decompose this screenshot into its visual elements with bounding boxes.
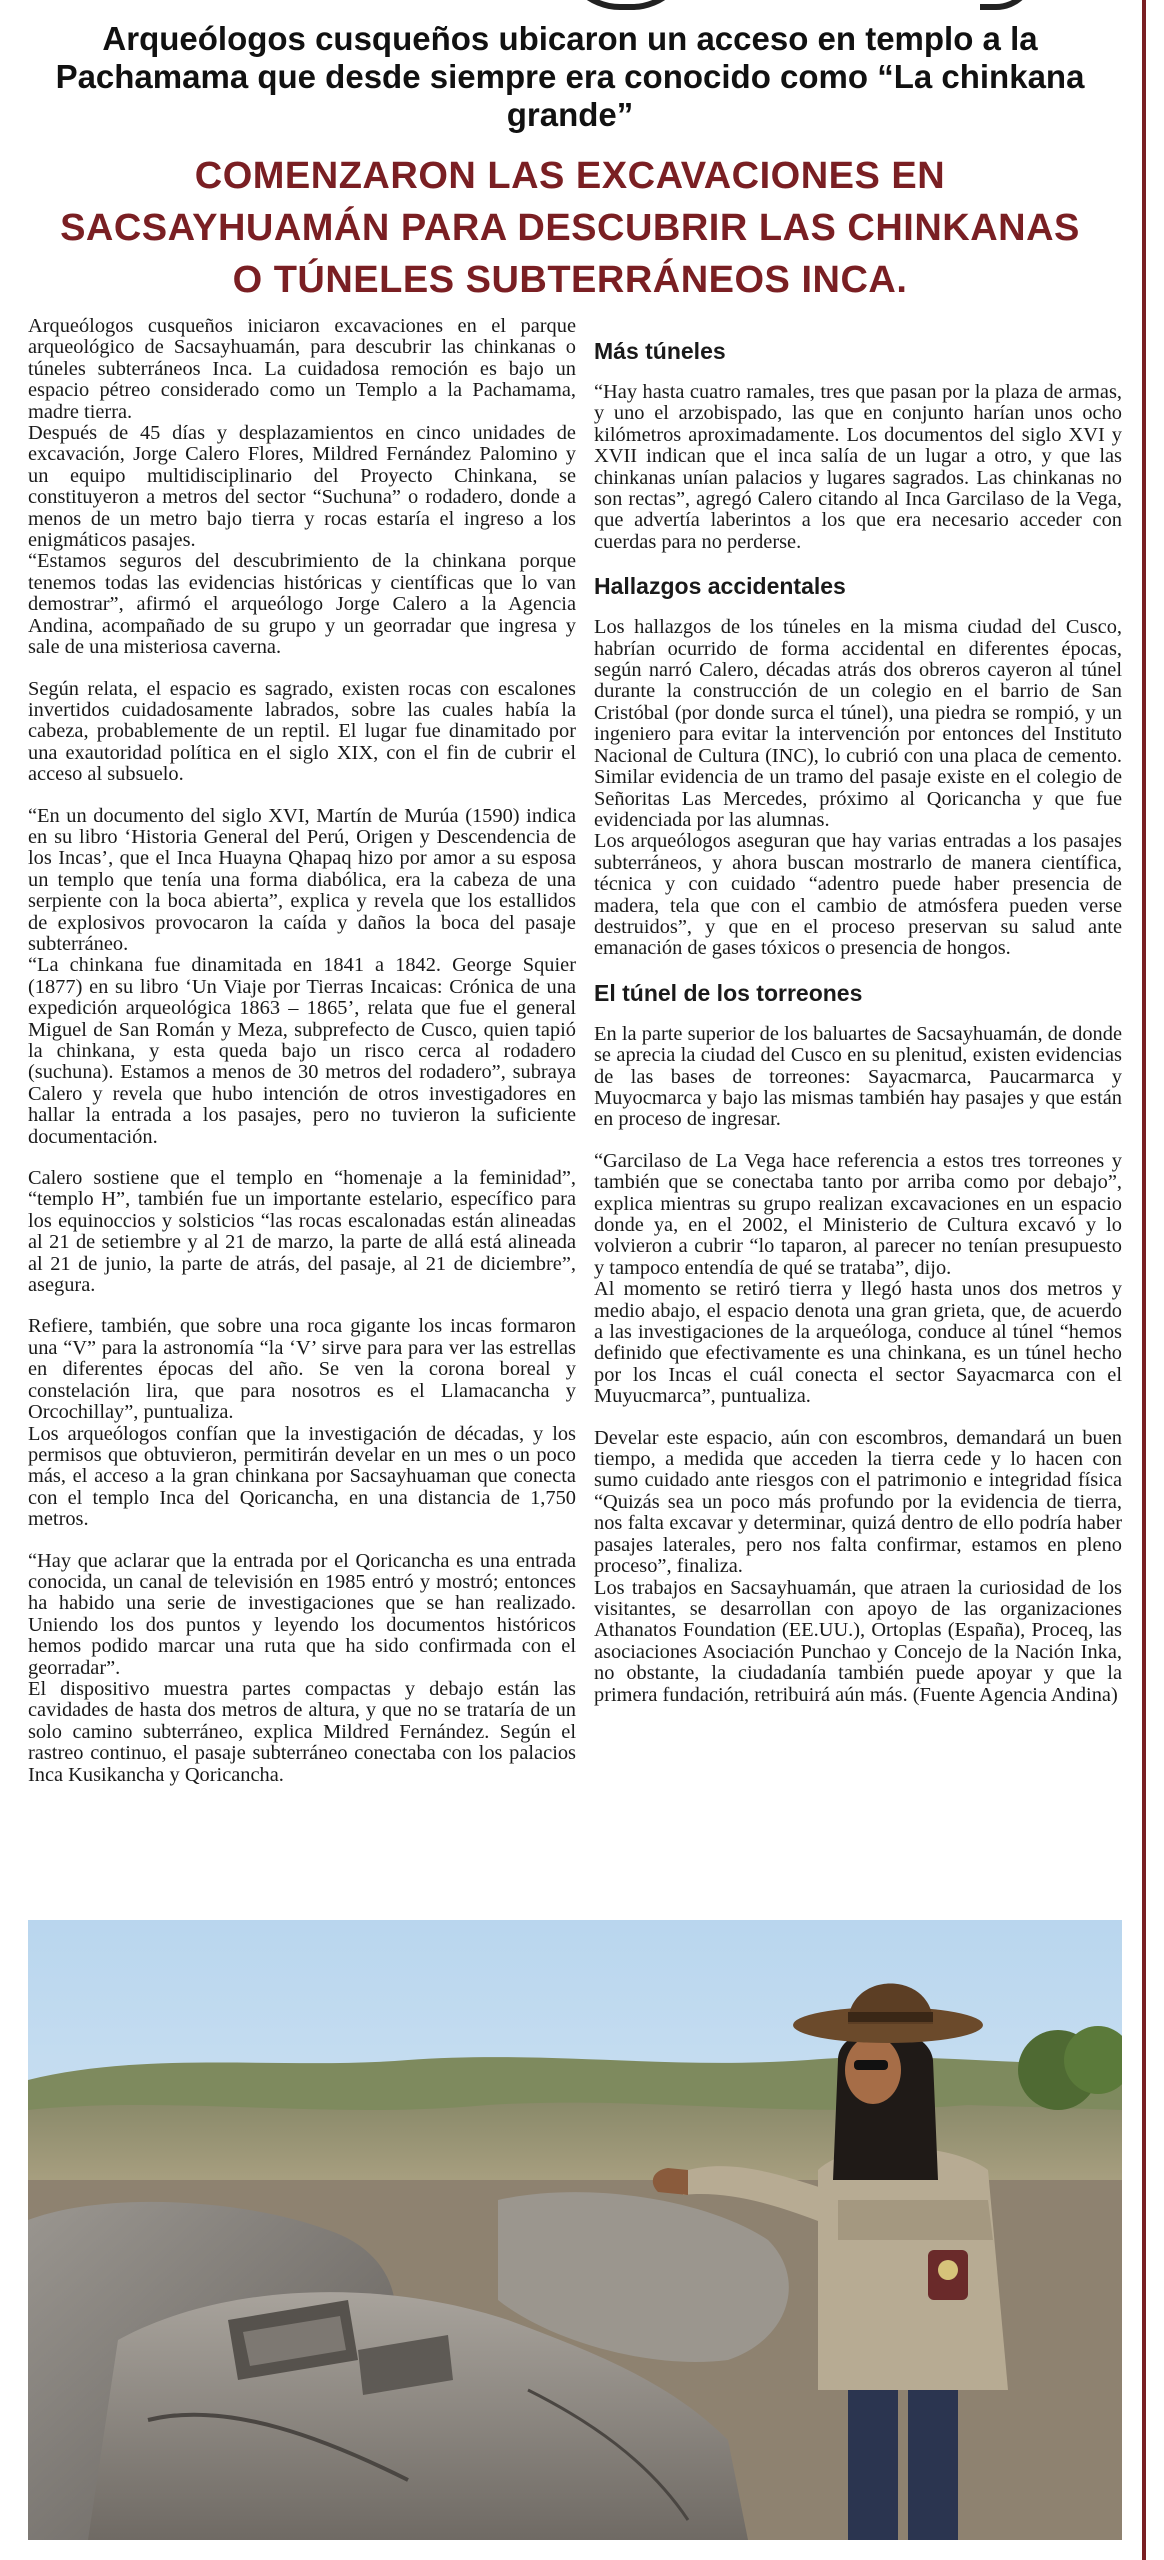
- left-column: [28, 316, 576, 1786]
- paragraph: Arqueólogos cusqueños iniciaron excavaciones en el parque arqueológico de Sacsayhuamán, para descubrir las chinkanas o túneles subterráneos Inca. La cuidadosa remoción es bajo un espacio pétreo considerado como un Templo a la Pachamama, madre tierra.: [28, 315, 576, 423]
- paragraph: En la parte superior de los baluartes de Sacsayhuamán, de donde se aprecia la ciudad del Cusco en su plenitud, existen evidencias de las bases de torreones: Sayacmarca, Paucarmarca y Muyocmarca y bajo las mismas también hay pasajes y que están en proceso de ingresar.: [594, 1022, 1122, 1131]
- paragraph: Refiere, también, que sobre una roca gigante los incas formaron una “V” para la astronomía “la ‘V’ sirve para para ver las estrellas en diferentes épocas del año. Se ven la corona boreal y constelación lira, que para nosotros es el Llamacancha y Orcochillay”, puntualiza.: [28, 1315, 576, 1424]
- top-decoration: [560, 0, 692, 10]
- paragraph: Los hallazgos de los túneles en la misma ciudad del Cusco, habrían ocurrido de forma accidental en diferentes épocas, según narró Calero, décadas atrás dos obreros cayeron al túnel durante la construcción de un colegio en el barrio de San Cristóbal (por donde surca el túnel), una piedra se rompió, y un ingeniero para evitar la intervención por entonces del Instituto Nacional de Cultura (INC), lo cubrió con una placa de cemento. Similar evidencia de un tramo del pasaje existe en el colegio de Señoritas Las Mercedes, próximo al Qoricancha y que fue evidenciada por las alumnas.: [594, 616, 1122, 831]
- paragraph: Al momento se retiró tierra y llegó hasta unos dos metros y medio abajo, el espacio denota una gran grieta, que, de acuerdo a las investigaciones de la arqueóloga, conduce al túnel “hemos definido que efectivamente es una chinkana, es un túnel hecho por los Incas el cuál conecta el sector Sayacmarca con el Muyucmarca”, puntualiza.: [594, 1278, 1122, 1408]
- top-decoration: [980, 0, 1036, 10]
- paragraph: “Estamos seguros del descubrimiento de la chinkana porque tenemos todas las evidencias históricas y científicas que lo van demostrar”, afirmó el arqueólogo Jorge Calero a la Agencia Andina, acompañado de su grupo y un georradar que ingresa y sale de una misteriosa caverna.: [28, 550, 576, 659]
- paragraph: Los arqueólogos confían que la investigación de décadas, y los permisos que obtuvieron, permitirán develar en un mes o un poco más, el acceso a la gran chinkana por Sacsayhuaman que conecta con el templo Inca del Qoricancha, en una distancia de 1,750 metros.: [28, 1422, 576, 1531]
- paragraph: “Garcilaso de La Vega hace referencia a estos tres torreones y también que se conectaba tanto por arriba como por debajo”, explica mientras su grupo realizan excavaciones en un espacio donde ya, en el 2002, el Ministerio de Cultura excavó y lo volvieron a cubrir “lo taparon, al parecer no tenían presupuesto y tampoco entendía de qué se trataba”, dijo.: [594, 1149, 1122, 1279]
- paragraph: Los trabajos en Sacsayhuamán, que atraen la curiosidad de los visitantes, se desarrollan con apoyo de las organizaciones Athanatos Foundation (EE.UU.), Ortoplas (España), Proceq, las asociaciones Asociación Punchao y Concejo de la Nación Inka, no obstante, la ciudadanía también puede apoyar y que la primera fundación, retribuirá aún más. (Fuente Agencia Andina): [594, 1576, 1122, 1706]
- paragraph: Develar este espacio, aún con escombros, demandará un buen tiempo, a medida que acceden la tierra cede y lo hacen con sumo cuidado ante riesgos con el patrimonio e integridad física “Quizás sea un poco más profundo por la evidencia de tierra, nos falta excavar y determinar, quizá dentro de ello podría haber pasajes laterales, pero nos falta confirmar, estamos en pleno proceso”, finaliza.: [594, 1426, 1122, 1578]
- paragraph: Los arqueólogos aseguran que hay varias entradas a los pasajes subterráneos, y ahora buscan mostrarlo de manera científica, técnica y con cuidado “adentro puede haber presencia de madera, tela que con el cambio de atmósfera pueden verse destruidos”, y que en el proceso preservan su salud ante emanación de gases tóxicos o presencia de hongos.: [594, 830, 1122, 960]
- section-heading: Hallazgos accidentales: [594, 573, 846, 600]
- paragraph: Calero sostiene que el templo en “homenaje a la feminidad”, “templo H”, también fue un importante estelario, específico para los equinoccios y solsticios “las rocas escalonadas están alineadas al 21 de setiembre y al 21 de marzo, la parte de allá está alineada al 21 de junio, la parte de atrás, del pasaje, al 21 de diciembre”, asegura.: [28, 1167, 576, 1297]
- paragraph: Según relata, el espacio es sagrado, existen rocas con escalones invertidos cuidadosamente labrados, sobre las cuales había la cabeza, probablemente de un reptil. El lugar fue dinamitado por una exautoridad política en el siglo XIX, con el fin de cubrir el acceso al subsuelo.: [28, 677, 576, 786]
- paragraph: “La chinkana fue dinamitada en 1841 a 1842. George Squier (1877) en su libro ‘Un Viaje por Tierras Incaicas: Crónica de una expedición arqueológica 1863 – 1865’, relata que fue el general Miguel de San Román y Meza, subprefecto de Cusco, quien tapió la chinkana, y esta queda bajo un risco cerca al rodadero (suchuna). Estamos a menos de 30 metros del rodadero”, subraya Calero y revela que hubo intención de otros investigadores en hallar la entrada a los pasajes, pero no tuvieron la suficiente documentación.: [28, 954, 576, 1148]
- headline: Arqueólogos cusqueños ubicaron un acceso en templo a la Pachamama que desde siempre era conocido como “La chinkana grande”: [55, 20, 1085, 133]
- paragraph: El dispositivo muestra partes compactas y debajo están las cavidades de hasta dos metros de altura, y que no se trataría de un solo camino subterráneo, explica Mildred Fernández. Según el rastreo continuo, el pasaje subterráneo conectaba con los palacios Inca Kusikancha y Qoricancha.: [28, 1677, 576, 1786]
- page-edge-rule: [1142, 0, 1146, 2560]
- paragraph: “En un documento del siglo XVI, Martín de Murúa (1590) indica en su libro ‘Historia General del Perú, Origen y Descendencia de los Incas’, que el Inca Huayna Qhapaq hizo por amor a su esposa un templo que tenía una forma diabólica, era la cabeza de una serpiente con la boca abierta”, explica y revela que los estallidos de explosivos provocaron la caída y daños la boca del pasaje subterráneo.: [28, 804, 576, 955]
- paragraph: “Hay que aclarar que la entrada por el Qoricancha es una entrada conocida, un canal de televisión en 1985 entró y mostró; entonces ha habido una serie de investigaciones que se han realizado. Uniendo los dos puntos y leyendo los documentos históricos hemos podido marcar una ruta que ha sido confirmada con el georradar”.: [28, 1549, 576, 1679]
- section-heading: El túnel de los torreones: [594, 979, 863, 1006]
- subheadline: COMENZARON LAS EXCAVACIONES EN SACSAYHUAMÁN PARA DESCUBRIR LAS CHINKANAS O TÚNELES SUBTERRÁNEOS INCA.: [60, 155, 1080, 301]
- section-heading: Más túneles: [594, 338, 726, 364]
- right-column: [594, 316, 1122, 1706]
- paragraph: “Hay hasta cuatro ramales, tres que pasan por la plaza de armas, y uno el arzobispado, las que en conjunto harían unos ocho kilómetros aproximadamente. Los documentos del siglo XVI y XVII indican que el inca salía de un lugar a otro, y que las chinkanas unían palacios y lugares sagrados. Las chinkanas no son rectas”, agregó Calero citando al Inca Garcilaso de la Vega, que advertía laberintos a los que era necesario acceder con cuerdas para no perderse.: [594, 381, 1122, 553]
- paragraph: Después de 45 días y desplazamientos en cinco unidades de excavación, Jorge Calero Flores, Mildred Fernández Palomino y un equipo multidisciplinario del Proyecto Chinkana, se constituyeron a metros del sector “Suchuna” o rodadero, donde a menos de un metro bajo tierra y rocas estaría el ingreso a los enigmáticos pasajes.: [28, 422, 576, 552]
- excavation-photo: [28, 1920, 1122, 2540]
